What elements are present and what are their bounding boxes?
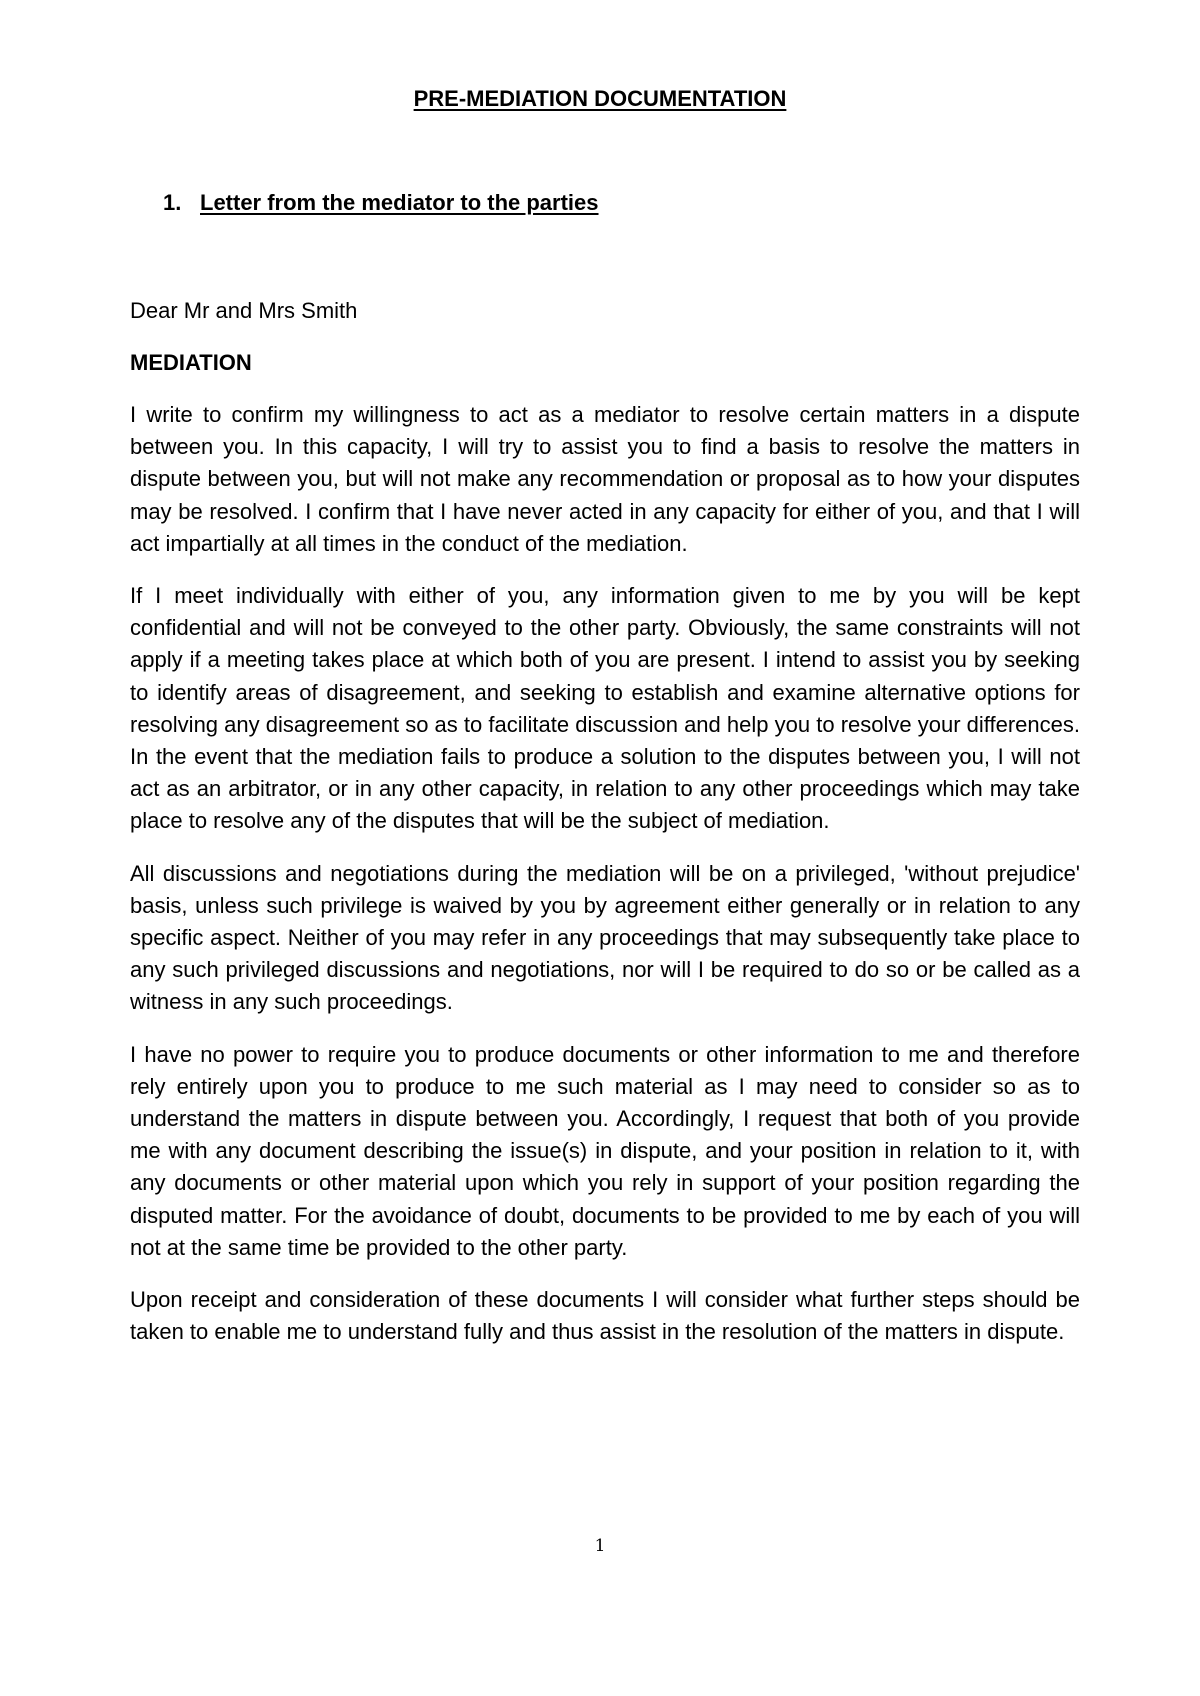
paragraph-1: I write to confirm my willingness to act as a mediator to resolve certain matters in a dispute between you. In this capacity, I will try to assist you to find a basis to resolve the matters in dispute between you, but will not make any recommendation or proposal as to how your disputes may be resolved. I confirm that I have never acted in any capacity for either of you, and that I will act impartially at all times in the conduct of the mediation. bbox=[130, 402, 1080, 556]
paragraph-2: If I meet individually with either of you, any information given to me by you will be kept confidential and will not be conveyed to the other party. Obviously, the same constraints will not apply if a meeting takes place at which both of you are present. I intend to assist you by seeking to identify areas of disagreement, and seeking to establish and examine alternative options for resolving any disagreement so as to facilitate discussion and help you to resolve your differences. In the event that the mediation fails to produce a solution to the disputes between you, I will not act as an arbitrator, or in any other capacity, in relation to any other proceedings which may take place to resolve any of the disputes that will be the subject of mediation. bbox=[130, 583, 1080, 834]
document-title: PRE-MEDIATION DOCUMENTATION bbox=[413, 86, 787, 111]
paragraph-5: Upon receipt and consideration of these documents I will consider what further steps should be taken to enable me to understand fully and thus assist in the resolution of the matters in dispute. bbox=[130, 1287, 1080, 1345]
paragraph-4: I have no power to require you to produce documents or other information to me and therefore rely entirely upon you to produce to me such material as I may need to consider so as to understand the matters in dispute between you. Accordingly, I request that both of you provide me with any document describing the issue(s) in dispute, and your position in relation to it, with any documents or other material upon which you rely in support of your position regarding the disputed matter. For the avoidance of doubt, documents to be provided to me by each of you will not at the same time be provided to the other party. bbox=[130, 1041, 1080, 1260]
paragraph-3: All discussions and negotiations during the mediation will be on a privileged, 'without prejudice' basis, unless such privilege is waived by you by agreement either generally or in relation to any specific aspect. Neither of you may refer in any proceedings that may subsequently take place to any such privileged discussions and negotiations, nor will I be required to do so or be called as a witness in any such proceedings. bbox=[130, 860, 1080, 1015]
letter-subject: MEDIATION bbox=[130, 350, 252, 375]
section-number: 1. bbox=[163, 190, 182, 215]
letter-body bbox=[130, 295, 1080, 1368]
section-heading bbox=[163, 190, 599, 216]
salutation: Dear Mr and Mrs Smith bbox=[130, 298, 358, 323]
section-heading-text: Letter from the mediator to the parties bbox=[200, 190, 599, 215]
page-number: 1 bbox=[594, 1536, 606, 1556]
